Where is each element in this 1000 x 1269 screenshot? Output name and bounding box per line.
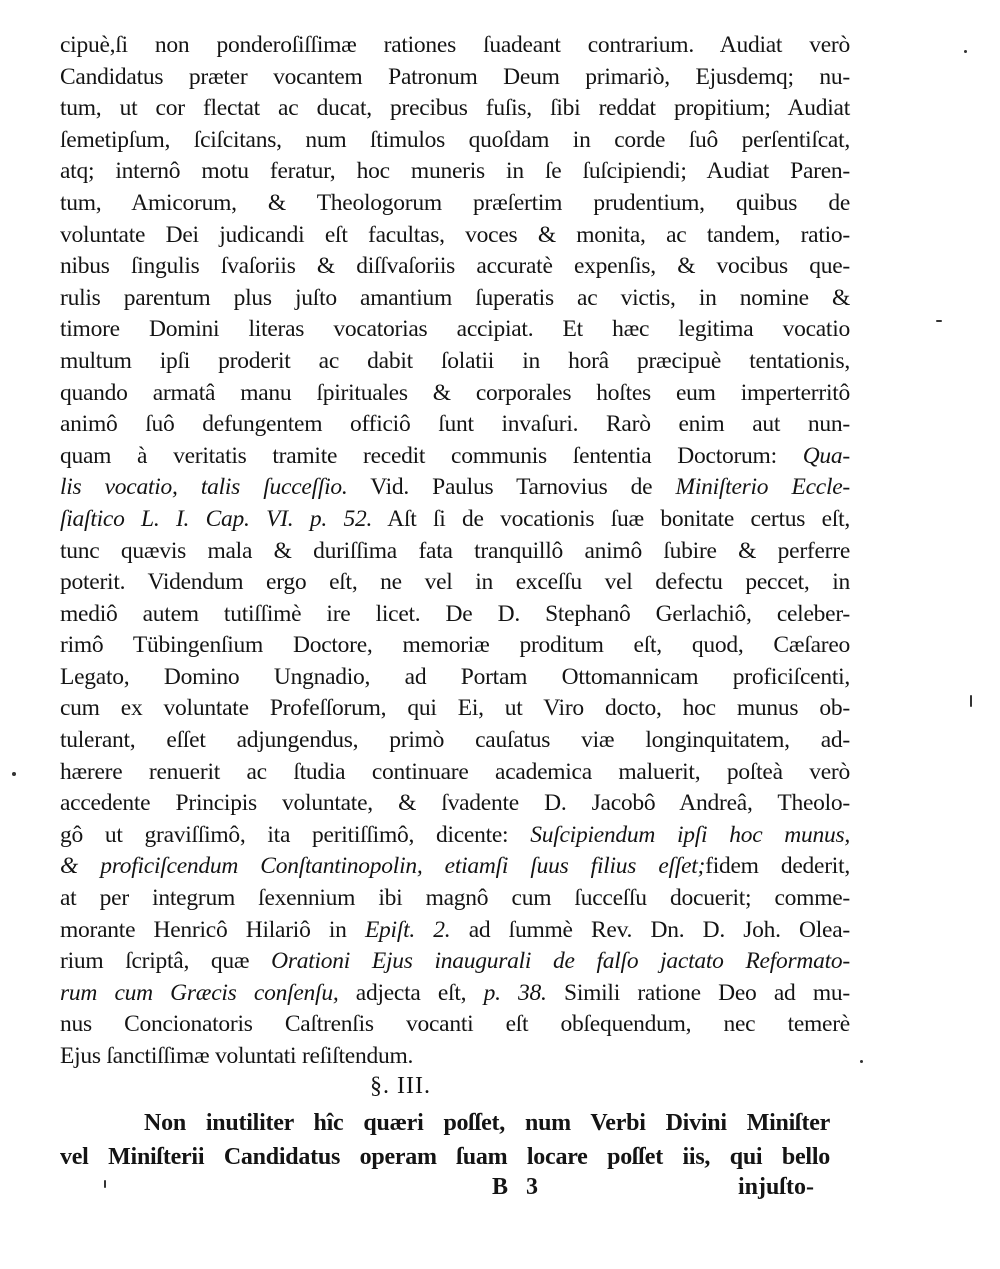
text-run: Vid. Paulus Tarnovius de <box>347 474 676 501</box>
italic-text: & proficiſcendum Conſtantinopolin, etiamſi ſuus filius eſſet; <box>60 853 706 880</box>
text-line <box>60 156 850 188</box>
text-run: quam à veritatis tramite recedit communis ſententia Doctorum: <box>60 442 803 469</box>
text-run: atq; internô motu feratur, hoc muneris in ſe ſuſcipiendi; Audiat Paren- <box>60 158 850 185</box>
text-run: rulis parentum plus juſto amantium ſuperatis ac victis, in nomine & <box>60 284 850 311</box>
text-line <box>60 62 850 94</box>
text-run: Ejus ſanctiſſimæ voluntati reſiſtendum. <box>60 1043 414 1069</box>
text-line <box>60 662 850 694</box>
text-run: tum, ut cor flectat ac ducat, precibus fuſis, ſibi reddat propitium; Audiat <box>60 95 850 122</box>
text-line <box>60 314 850 346</box>
text-run: multum ipſi proderit ac dabit ſolatii in horâ præcipuè tentationis, <box>60 347 850 374</box>
text-run: Candidatus præter vocantem Patronum Deum primariò, Ejusdemq; nu- <box>60 63 850 90</box>
text-run: rimô Tübingenſium Doctore, memoriæ proditum eſt, quod, Cæſareo <box>60 632 850 659</box>
text-line <box>60 283 850 315</box>
scan-speck <box>964 50 967 53</box>
scan-speck <box>936 320 942 322</box>
text-run: cipuè,ſi non ponderoſiſſimæ rationes ſuadeant contrarium. Audiat verò <box>60 32 850 58</box>
main-paragraph <box>60 30 850 1073</box>
text-line <box>60 820 850 852</box>
italic-text: Orationi Ejus inaugurali de falſo jactato Reformato- <box>271 948 850 975</box>
text-run: nibus ſingulis ſvaſoriis & diſſvaſoriis accuratè expenſis, & vocibus que- <box>60 253 850 280</box>
italic-text: p. 38. <box>483 979 547 1006</box>
paragraph-section-3 <box>60 1106 830 1174</box>
text-run: morante Henricô Hilariô in <box>60 916 365 943</box>
italic-text: Epiſt. 2. <box>364 916 451 943</box>
text-run: tum, Amicorum, & Theologorum præſertim prudentium, quibus de <box>60 189 850 216</box>
scan-speck <box>860 1060 863 1063</box>
section-heading: §. III. <box>370 1073 431 1099</box>
text-run: nus Concionatoris Caſtrenſis vocanti eſt obſequendum, nec temerè <box>60 1011 850 1038</box>
text-run: animô ſuô defungentem officiô ſunt invaſuri. Rarò enim aut nun- <box>60 411 850 438</box>
text-line <box>60 946 850 978</box>
text-run: tulerant, eſſet adjungendus, primò cauſatus viæ longinquitatem, ad- <box>60 727 850 754</box>
text-run: quando armatâ manu ſpirituales & corporales hoſtes eum imperterritô <box>60 379 850 406</box>
text-line <box>60 788 850 820</box>
scan-speck <box>12 772 16 776</box>
text-line <box>60 978 850 1010</box>
text-run: ad ſummè Rev. Dn. D. Joh. Olea- <box>450 916 850 943</box>
text-run: gô ut graviſſimô, ita peritiſſimô, dicente: <box>60 821 531 848</box>
text-line <box>60 1009 850 1041</box>
text-line <box>60 851 850 883</box>
text-line <box>60 757 850 789</box>
text-line <box>60 441 850 473</box>
text-run: tunc quævis mala & duriſſima fata tranquillô animô ſubire & perferre <box>60 537 850 564</box>
text-run: timore Domini literas vocatorias accipiat. Et hæc legitima vocatio <box>60 316 850 343</box>
text-run: voluntate Dei judicandi eſt facultas, voces & monita, ac tandem, ratio- <box>60 221 850 248</box>
text-line <box>60 346 850 378</box>
text-line <box>60 188 850 220</box>
text-run: adjecta eſt, <box>338 979 484 1006</box>
text-run: Aſt ſi de vocationis ſuæ bonitate certus eſt, <box>372 505 850 532</box>
text-line <box>60 409 850 441</box>
text-line: Non inutiliter hîc quæri poſſet, num Verbi Divini Miniſter <box>144 1110 830 1136</box>
text-run: ſemetipſum, ſciſcitans, num ſtimulos quoſdam in corde ſuô perſentiſcat, <box>60 126 850 153</box>
text-run: at per integrum ſexennium ibi magnô cum ſucceſſu docuerit; comme- <box>60 885 850 912</box>
text-line <box>60 1041 850 1073</box>
text-line <box>60 915 850 947</box>
text-line <box>60 883 850 915</box>
italic-text: Miniſterio Eccle- <box>675 474 850 501</box>
italic-text: rum cum Græcis conſenſu, <box>60 979 339 1006</box>
italic-text: Suſcipiendum ipſi hoc munus, <box>530 821 850 848</box>
text-line <box>60 504 850 536</box>
italic-text: ſiaſtico L. I. Cap. VI. p. 52. <box>60 505 373 532</box>
italic-text: Qua- <box>802 442 850 469</box>
text-line <box>60 630 850 662</box>
text-run: accedente Principis voluntate, & ſvadente D. Jacobô Andreâ, Theolo- <box>60 790 850 817</box>
text-run: Legato, Domino Ungnadio, ad Portam Ottomannicam proficiſcenti, <box>60 663 850 690</box>
text-line <box>60 125 850 157</box>
italic-text: lis vocatio, talis ſucceſſio. <box>60 474 348 501</box>
text-run: Simili ratione Deo ad mu- <box>546 979 850 1006</box>
text-line <box>60 378 850 410</box>
text-run: hærere renuerit ac ſtudia continuare academica maluerit, poſteà verò <box>60 758 850 785</box>
catchword: injuſto- <box>738 1174 815 1200</box>
text-line <box>60 725 850 757</box>
text-line <box>60 599 850 631</box>
text-line <box>60 93 850 125</box>
text-run: rium ſcriptâ, quæ <box>60 948 272 975</box>
text-run: fidem dederit, <box>705 853 850 880</box>
text-line <box>60 693 850 725</box>
text-line <box>60 472 850 504</box>
text-line <box>60 30 850 62</box>
text-line <box>60 567 850 599</box>
scan-speck <box>104 1180 106 1188</box>
text-run: poterit. Videndum ergo eſt, ne vel in exceſſu vel defectu peccet, in <box>60 569 850 596</box>
text-run: mediô autem tutiſſimè ire licet. De D. Stephanô Gerlachiô, celeber- <box>60 600 850 627</box>
page-footer <box>0 1170 1000 1204</box>
signature-mark: B 3 <box>492 1174 545 1200</box>
text-line <box>60 220 850 252</box>
text-line <box>60 251 850 283</box>
text-run: cum ex voluntate Profeſſorum, qui Ei, ut Viro docto, hoc munus ob- <box>60 695 850 722</box>
text-line <box>60 536 850 568</box>
scan-speck <box>970 695 972 707</box>
text-line: vel Miniſterii Candidatus operam ſuam locare poſſet iis, qui bello <box>60 1144 830 1170</box>
